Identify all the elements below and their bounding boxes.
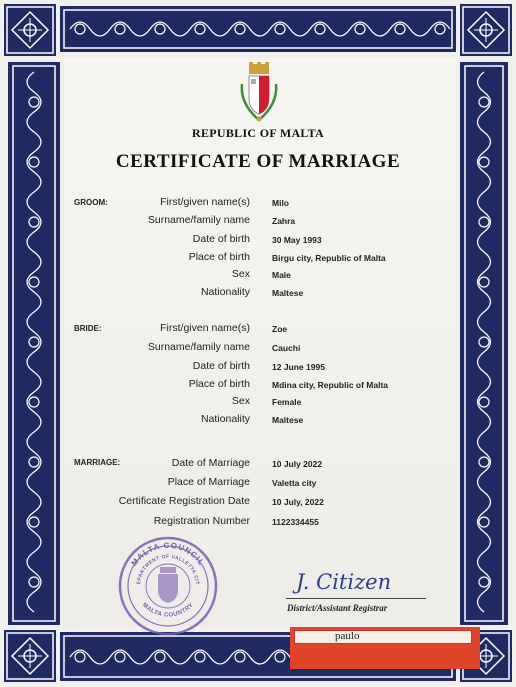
registration-date-value: 10 July, 2022: [272, 497, 324, 507]
groom-first-name-label: First/given name(s): [160, 196, 250, 208]
bride-nationality-value: Maltese: [272, 415, 304, 425]
malta-coat-of-arms-icon: [236, 62, 282, 124]
groom-sex-value: Male: [272, 270, 291, 280]
bride-surname-label: Surname/family name: [147, 341, 250, 353]
date-of-marriage-value: 10 July 2022: [272, 459, 323, 469]
groom-surname-label: Surname/family name: [147, 214, 250, 226]
registration-number-label: Registration Number: [153, 515, 250, 527]
overlay-text: paulo: [335, 630, 360, 642]
registration-date-label: Certificate Registration Date: [118, 495, 250, 507]
groom-pob-value: Birgu city, Republic of Malta: [272, 253, 386, 263]
bride-pob-label: Place of birth: [188, 378, 250, 390]
left-border-band: [8, 62, 60, 625]
groom-pob-label: Place of birth: [188, 251, 250, 263]
stamp-bottom-text: MALTA COUNTRY: [140, 602, 196, 619]
signature-line: [286, 598, 426, 599]
certificate-title: CERTIFICATE OF MARRIAGE: [115, 151, 401, 172]
bride-nationality-label: Nationality: [200, 413, 250, 425]
bride-pob-value: Mdina city, Republic of Malta: [272, 380, 389, 390]
groom-surname-value: Zahra: [272, 216, 296, 226]
stamp-top-text: MALTA COUNCIL: [129, 540, 207, 568]
bride-sex-value: Female: [272, 397, 302, 407]
official-stamp-icon: [116, 534, 220, 638]
signature-role-label: District/Assistant Registrar: [287, 603, 388, 613]
corner-ornament: [460, 4, 512, 56]
top-border-band: [60, 6, 456, 52]
groom-nationality-value: Maltese: [272, 288, 304, 298]
groom-first-name-value: Milo: [272, 198, 289, 208]
corner-ornament: [4, 4, 56, 56]
bride-first-name-label: First/given name(s): [160, 322, 250, 334]
place-of-marriage-label: Place of Marriage: [167, 476, 250, 488]
stamp-side-text: EPARTMENT OF VALLETTA CIT: [135, 553, 201, 586]
groom-section-label: GROOM:: [74, 198, 108, 207]
bride-dob-label: Date of birth: [192, 360, 250, 372]
groom-sex-label: Sex: [231, 268, 250, 280]
republic-heading: REPUBLIC OF MALTA: [191, 126, 324, 140]
marriage-section-label: MARRIAGE:: [74, 458, 121, 467]
groom-dob-label: Date of birth: [192, 233, 250, 245]
overlay-text-box: [294, 630, 472, 644]
corner-ornament: [4, 630, 56, 682]
registration-number-value: 1122334455: [272, 517, 319, 527]
bride-sex-label: Sex: [231, 395, 250, 407]
svg-text:MALTA COUNTRY: [141, 602, 195, 618]
right-border-band: [460, 62, 508, 625]
bride-dob-value: 12 June 1995: [272, 362, 325, 372]
groom-dob-value: 30 May 1993: [272, 235, 322, 245]
bride-section-label: BRIDE:: [74, 324, 102, 333]
place-of-marriage-value: Valetta city: [272, 478, 317, 488]
registrar-signature: J. Citizen: [296, 570, 392, 594]
groom-nationality-label: Nationality: [200, 286, 250, 298]
bride-first-name-value: Zoe: [272, 324, 288, 334]
bride-surname-value: Cauchi: [272, 343, 301, 353]
date-of-marriage-label: Date of Marriage: [171, 457, 250, 469]
